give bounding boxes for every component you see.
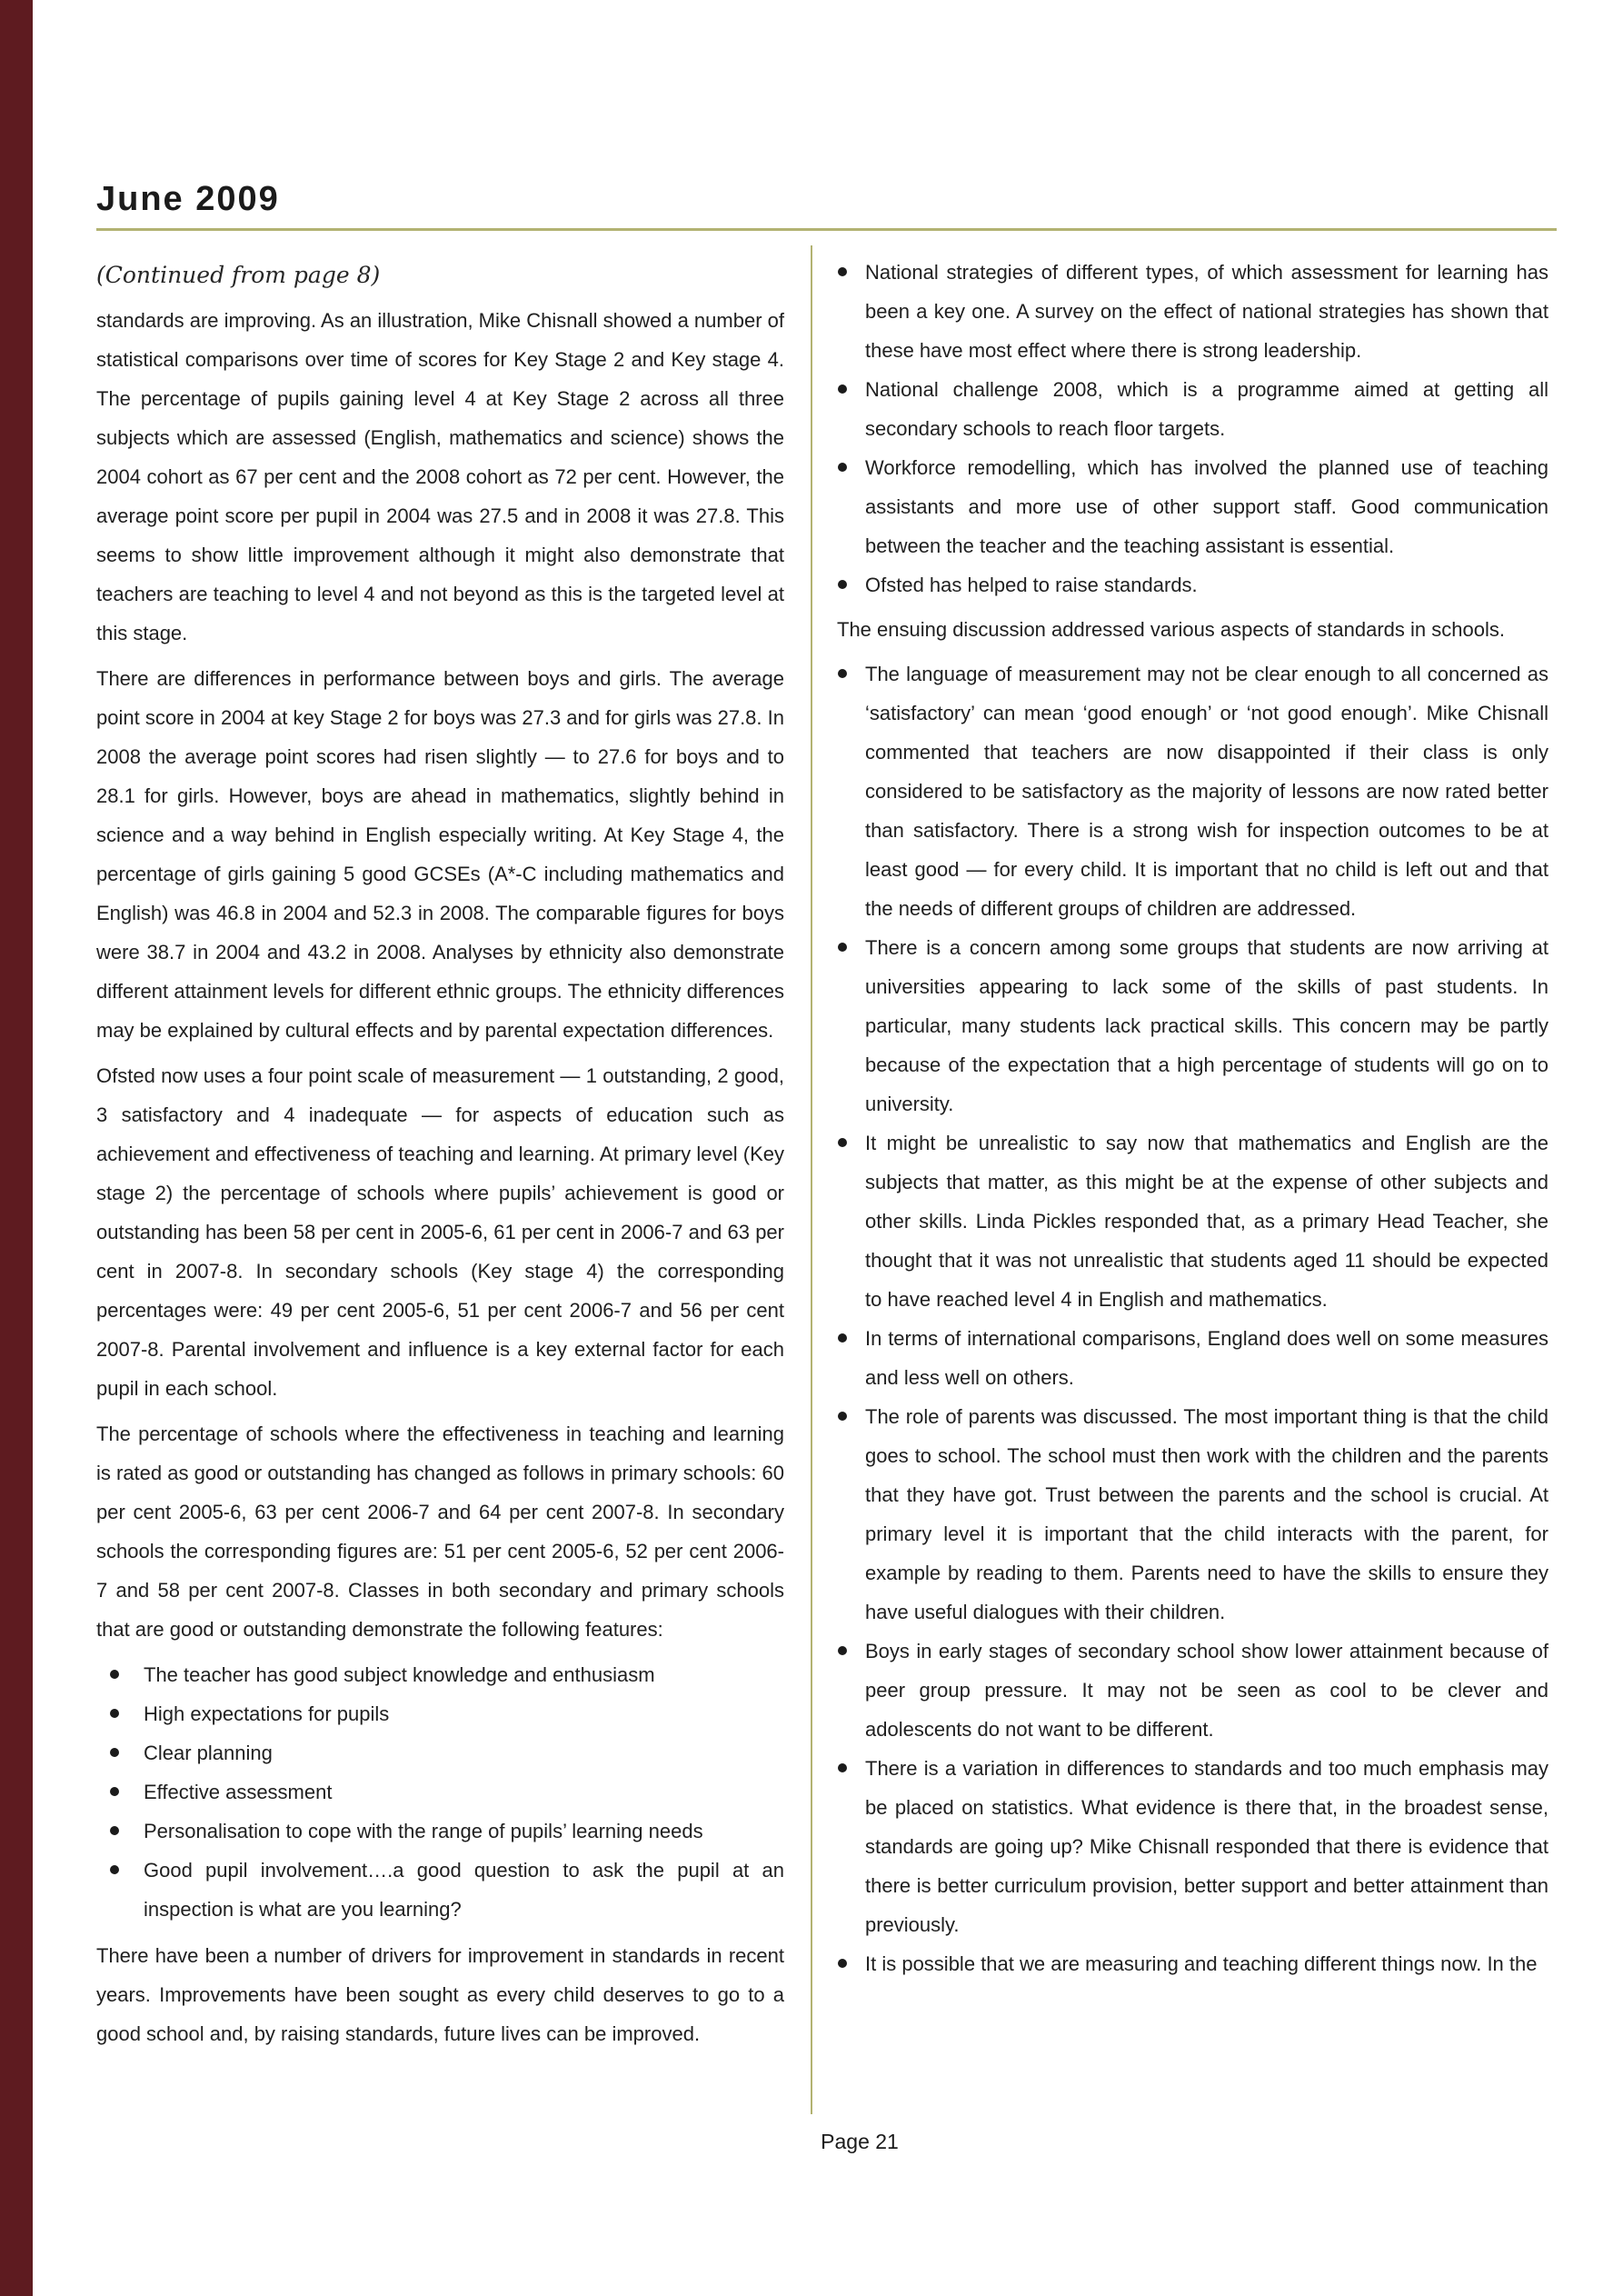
- body-paragraph: There are differences in performance between boys and girls. The average point score in 2004 at key Stage 2 for boys was 27.3 and for girls was 27.8. In 2008 the average point scores had risen slightly — to 27.6 for boys and to 28.1 for girls. However, boys are ahead in mathematics, slightly behind in science and a way behind in English especially writing. At Key Stage 4, the percentage of girls gaining 5 good GCSEs (A*-C including mathematics and English) was 46.8 in 2004 and 52.3 in 2008. The comparable figures for boys were 38.7 in 2004 and 43.2 in 2008. Analyses by ethnicity also demonstrate different attainment levels for different ethnic groups. The ethnicity differences may be explained by cultural effects and by parental expectation differences.: [96, 667, 784, 1042]
- list-item: [837, 928, 1548, 1123]
- bullet-icon: [838, 463, 847, 472]
- bullet-icon: [838, 1138, 847, 1147]
- list-item-text: National strategies of different types, of which assessment for learning has been a key one. A survey on the effect of national strategies has shown that these have most effect where there is strong leadership.: [865, 261, 1548, 362]
- list-item-text: National challenge 2008, which is a programme aimed at getting all secondary schools to reach floor targets.: [865, 378, 1548, 440]
- list-item-text: There is a variation in differences to standards and too much emphasis may be placed on statistics. What evidence is there that, in the broadest sense, standards are going up? Mike Chisnall responded that there is evidence that there is better curriculum provision, better support and better attainment than previously.: [865, 1757, 1548, 1936]
- column-divider: [811, 245, 812, 2114]
- list-item: [837, 565, 1548, 604]
- list-item-text: Effective assessment: [144, 1781, 333, 1803]
- discussion-intro: The ensuing discussion addressed various aspects of standards in schools.: [837, 618, 1505, 641]
- body-paragraph: standards are improving. As an illustration, Mike Chisnall showed a number of statistical comparisons over time of scores for Key Stage 2 and Key stage 4. The percentage of pupils gaining level 4 at Key Stage 2 across all three subjects which are assessed (English, mathematics and science) shows the 2004 cohort as 67 per cent and the 2008 cohort as 72 per cent. However, the average point score per pupil in 2004 was 27.5 and in 2008 it was 27.8. This seems to show little improvement although it might also demonstrate that teachers are teaching to level 4 and not beyond as this is the targeted level at this stage.: [96, 309, 784, 644]
- bullet-icon: [838, 1646, 847, 1655]
- list-item-text: Personalisation to cope with the range of pupils’ learning needs: [144, 1820, 703, 1842]
- closing-paragraph: There have been a number of drivers for improvement in standards in recent years. Improvements have been sought as every child deserves to go to a good school and, by raising standards, future lives can be improved.: [96, 1944, 784, 2045]
- bullet-icon: [110, 1787, 119, 1796]
- list-item: [837, 1632, 1548, 1749]
- list-item-text: Good pupil involvement….a good question to ask the pupil at an inspection is what are you learning?: [144, 1859, 784, 1921]
- list-item-text: High expectations for pupils: [144, 1702, 390, 1725]
- bullet-icon: [838, 1333, 847, 1343]
- list-item: [96, 1851, 784, 1929]
- list-item-text: The teacher has good subject knowledge and enthusiasm: [144, 1663, 655, 1686]
- list-item-text: The language of measurement may not be clear enough to all concerned as ‘satisfactory’ can mean ‘good enough’ or ‘not good enough’. Mike Chisnall commented that teachers are now disappointed if their class is only considered to be satisfactory as the majority of lessons are now rated better than satisfactory. There is a strong wish for inspection outcomes to be at least good — for every child. It is important that no child is left out and that the needs of different groups of children are addressed.: [865, 663, 1548, 920]
- list-item: [837, 253, 1548, 370]
- body-paragraph: The percentage of schools where the effectiveness in teaching and learning is rated as good or outstanding has changed as follows in primary schools: 60 per cent 2005-6, 63 per cent 2006-7 and 64 per cent 2007-8. In secondary schools the corresponding figures are: 51 per cent 2005-6, 52 per cent 2006-7 and 58 per cent 2007-8. Classes in both secondary and primary schools that are good or outstanding demonstrate the following features:: [96, 1423, 784, 1641]
- list-item: [837, 654, 1548, 928]
- body-paragraph: Ofsted now uses a four point scale of measurement — 1 outstanding, 2 good, 3 satisfactory and 4 inadequate — for aspects of education such as achievement and effectiveness of teaching and learning. At primary level (Key stage 2) the percentage of schools where pupils’ achievement is good or outstanding has been 58 per cent in 2005-6, 61 per cent in 2006-7 and 63 per cent in 2007-8. In secondary schools (Key stage 4) the corresponding percentages were: 49 per cent 2005-6, 51 per cent 2006-7 and 56 per cent 2007-8. Parental involvement and influence is a key external factor for each pupil in each school.: [96, 1064, 784, 1400]
- page-number: Page 21: [821, 2130, 899, 2153]
- list-item: [837, 1944, 1548, 1983]
- bullet-icon: [110, 1748, 119, 1757]
- page-title: June 2009: [96, 180, 280, 218]
- bullet-icon: [838, 669, 847, 678]
- list-item: [837, 1397, 1548, 1632]
- bullet-icon: [838, 580, 847, 589]
- header-rule: [96, 228, 1557, 231]
- list-item: [96, 1772, 784, 1812]
- bullet-icon: [110, 1670, 119, 1679]
- left-accent-bar: [0, 0, 33, 2296]
- list-item-text: There is a concern among some groups that students are now arriving at universities appearing to lack some of the skills of past students. In particular, many students lack practical skills. This concern may be partly because of the expectation that a high percentage of students will go on to university.: [865, 936, 1548, 1115]
- drivers-bullet-list: [837, 253, 1548, 604]
- list-item: [837, 1749, 1548, 1944]
- list-item-text: It might be unrealistic to say now that mathematics and English are the subjects that matter, as this might be at the expense of other subjects and other skills. Linda Pickles responded that, as a primary Head Teacher, she thought that it was not unrealistic that students aged 11 should be expected to have reached level 4 in English and mathematics.: [865, 1132, 1548, 1311]
- list-item: [837, 1123, 1548, 1319]
- left-paragraphs: [96, 301, 784, 1649]
- feature-bullet-list: [96, 1655, 784, 1929]
- bullet-icon: [110, 1865, 119, 1874]
- list-item: [837, 448, 1548, 565]
- list-item: [96, 1733, 784, 1772]
- list-item-text: Boys in early stages of secondary school show lower attainment because of peer group pressure. It may not be seen as cool to be clever and adolescents do not want to be different.: [865, 1640, 1548, 1741]
- bullet-icon: [838, 384, 847, 394]
- list-item-text: Ofsted has helped to raise standards.: [865, 574, 1198, 596]
- continued-from-note: (Continued from page 8): [96, 262, 381, 288]
- list-item-text: Clear planning: [144, 1742, 273, 1764]
- list-item: [96, 1655, 784, 1694]
- list-item: [96, 1694, 784, 1733]
- list-item: [96, 1812, 784, 1851]
- list-item: [837, 1319, 1548, 1397]
- bullet-icon: [838, 1412, 847, 1421]
- bullet-icon: [838, 267, 847, 276]
- bullet-icon: [838, 943, 847, 952]
- bullet-icon: [110, 1709, 119, 1718]
- list-item-text: The role of parents was discussed. The most important thing is that the child goes to school. The school must then work with the children and the parents that they have got. Trust between the parents and the school is crucial. At primary level it is important that the child interacts with the parent, for example by reading to them. Parents need to have the skills to ensure they have useful dialogues with their children.: [865, 1405, 1548, 1623]
- discussion-bullet-list: [837, 654, 1548, 1983]
- bullet-icon: [838, 1959, 847, 1968]
- list-item: [837, 370, 1548, 448]
- bullet-icon: [110, 1826, 119, 1835]
- list-item-text: In terms of international comparisons, England does well on some measures and less well on others.: [865, 1327, 1548, 1389]
- left-column: [96, 257, 784, 2060]
- list-item-text: It is possible that we are measuring and teaching different things now. In the: [865, 1952, 1538, 1975]
- right-column: [837, 253, 1548, 1983]
- bullet-icon: [838, 1763, 847, 1772]
- list-item-text: Workforce remodelling, which has involved the planned use of teaching assistants and more use of other support staff. Good communication between the teacher and the teaching assistant is essential.: [865, 456, 1548, 557]
